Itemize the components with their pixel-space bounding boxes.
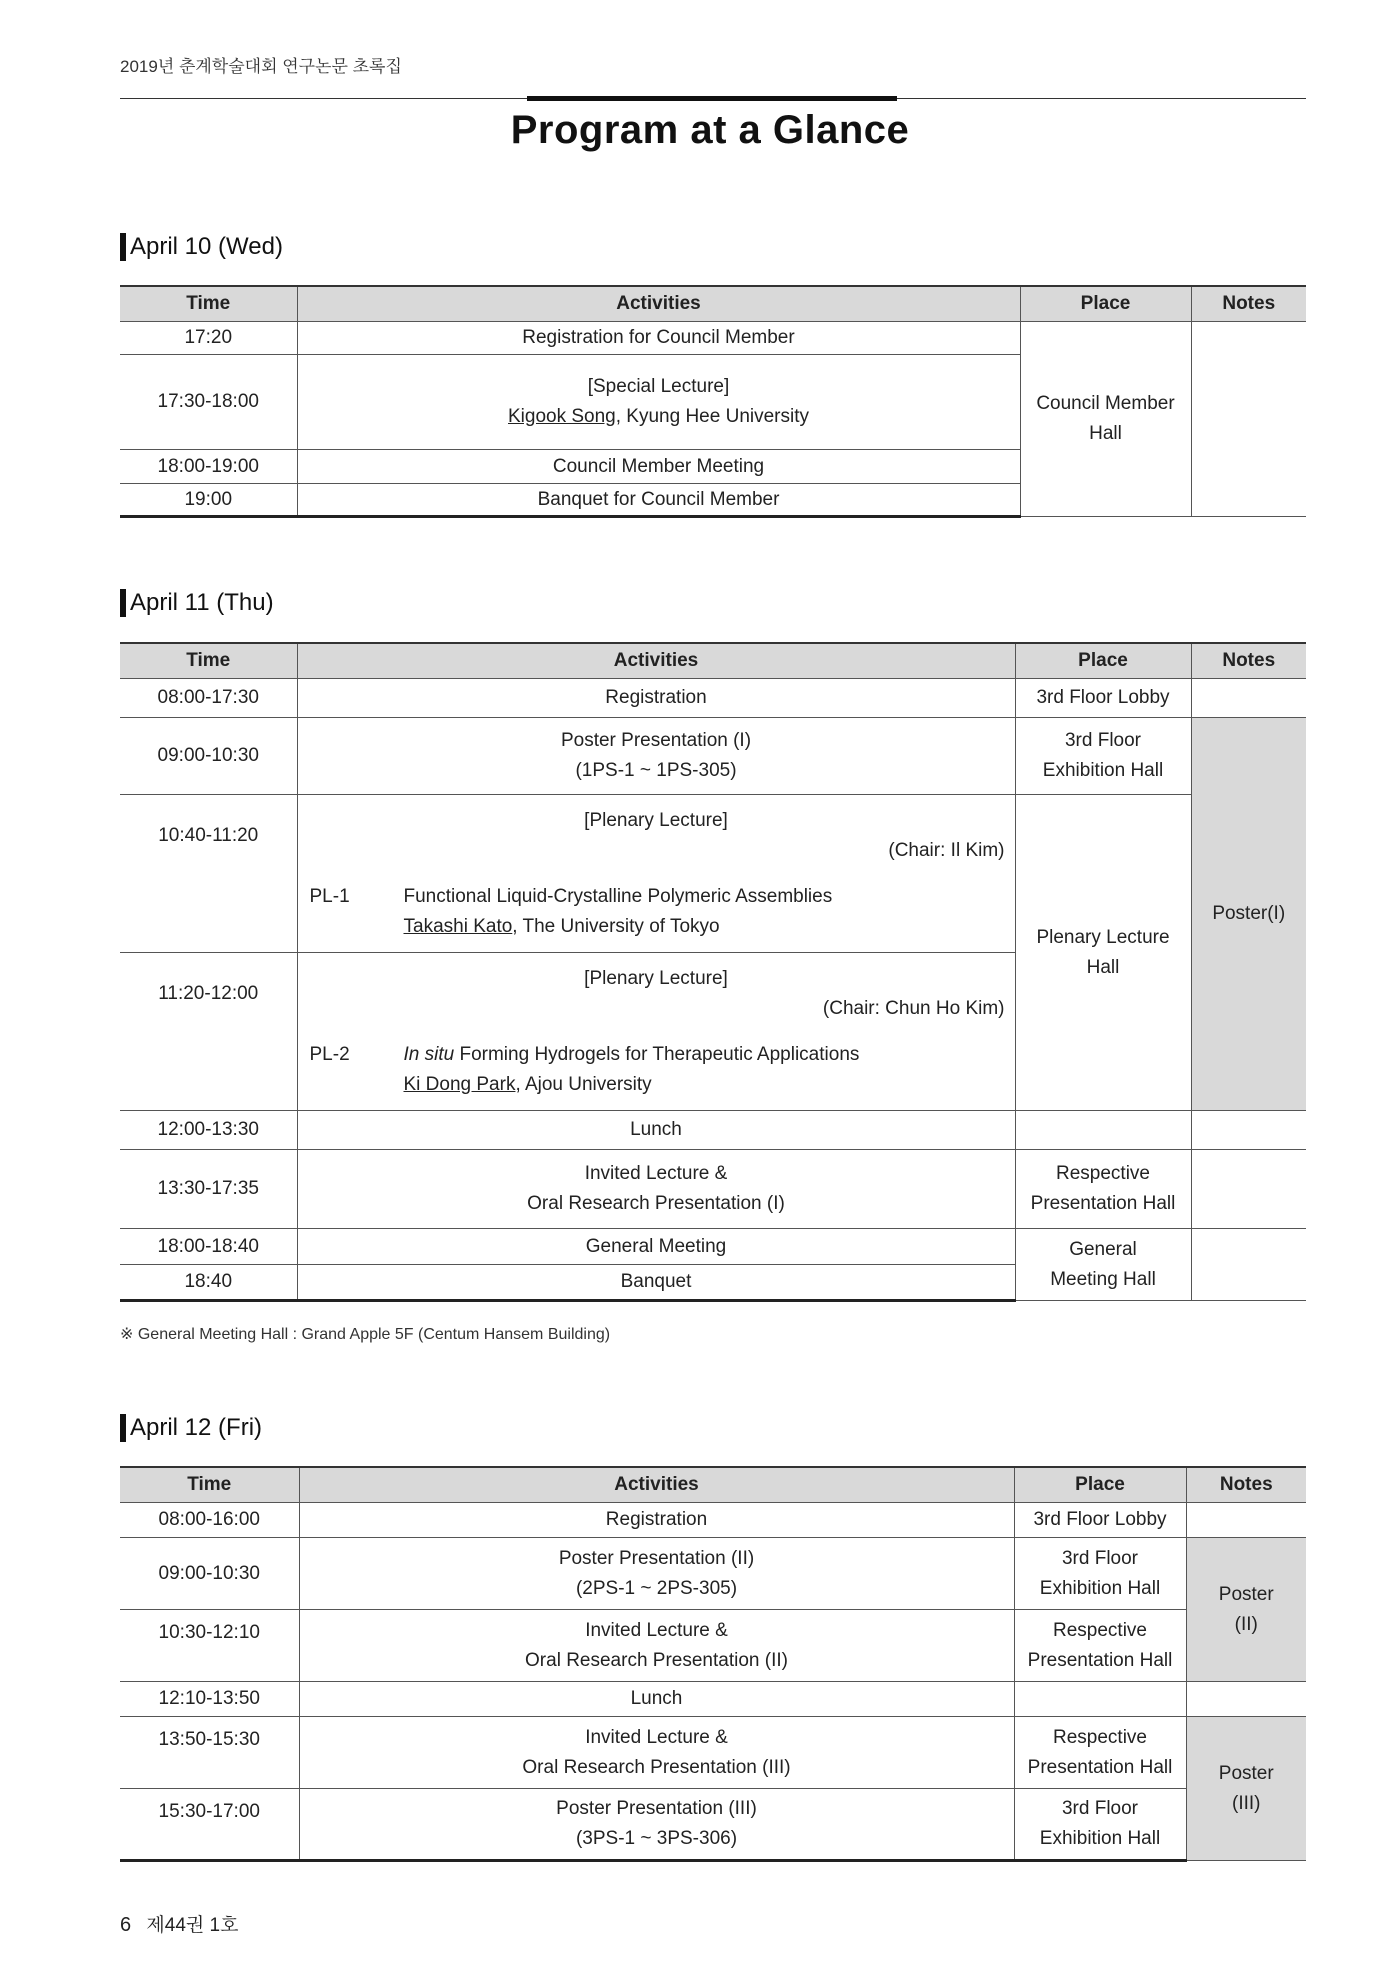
time-text: 11:20-12:00 — [158, 983, 259, 1004]
place-line: Respective — [1056, 1163, 1150, 1184]
lecture-entry — [304, 882, 1009, 942]
notes-cell-poster: Poster(I) — [1191, 718, 1306, 1111]
issue-label: 제44권 1호 — [146, 1915, 239, 1936]
time-cell: 12:10-13:50 — [120, 1682, 299, 1717]
notes-cell-poster — [1186, 1538, 1306, 1682]
place-line: Exhibition Hall — [1039, 1577, 1161, 1599]
col-header-place: Place — [1014, 1467, 1186, 1503]
time-cell — [120, 795, 297, 953]
col-header-notes: Notes — [1191, 643, 1306, 679]
place-cell: 3rd Floor Lobby — [1015, 679, 1191, 718]
time-cell: 17:30-18:00 — [120, 355, 297, 450]
col-header-time: Time — [120, 643, 297, 679]
place-line: Hall — [1086, 956, 1120, 978]
schedule-table-april-12 — [120, 1466, 1306, 1862]
lecture-title-rest: Forming Hydrogels for Therapeutic Applications — [454, 1043, 860, 1065]
col-header-activities: Activities — [297, 286, 1020, 322]
place-cell — [1015, 1229, 1191, 1301]
day-heading-april-11 — [120, 589, 274, 617]
activity-line: Invited Lecture & — [585, 1726, 728, 1748]
col-header-notes: Notes — [1191, 286, 1306, 322]
place-cell — [1015, 1111, 1191, 1150]
notes-cell — [1186, 1503, 1306, 1538]
lecture-title — [404, 1040, 860, 1070]
time-cell: 19:00 — [120, 484, 297, 517]
activity-cell — [299, 1538, 1014, 1610]
note-line: (II) — [1234, 1613, 1258, 1635]
col-header-activities: Activities — [297, 643, 1015, 679]
schedule-table-april-10 — [120, 285, 1306, 518]
activity-cell: Registration — [299, 1503, 1014, 1538]
col-header-time: Time — [120, 1467, 299, 1503]
day-heading-april-10 — [120, 233, 283, 261]
day-heading-label: April 10 (Wed) — [130, 233, 283, 260]
note-line: (III) — [1232, 1792, 1261, 1814]
time-cell: 13:30-17:35 — [120, 1150, 297, 1229]
heading-marker — [120, 1414, 126, 1442]
time-cell: 08:00-17:30 — [120, 679, 297, 718]
col-header-activities: Activities — [299, 1467, 1014, 1503]
activity-cell: Registration for Council Member — [297, 322, 1020, 355]
place-cell — [1015, 718, 1191, 795]
time-cell: 09:00-10:30 — [120, 718, 297, 795]
activity-line: (3PS-1 ~ 3PS-306) — [575, 1828, 738, 1849]
time-cell: 08:00-16:00 — [120, 1503, 299, 1538]
page-number: 6 — [120, 1914, 132, 1936]
place-cell — [1015, 795, 1191, 1111]
time-cell: 18:00-18:40 — [120, 1229, 297, 1265]
plenary-lecture-cell — [297, 953, 1015, 1111]
col-header-place: Place — [1020, 286, 1191, 322]
speaker-affiliation: , The University of Tokyo — [512, 915, 720, 937]
place-cell — [1015, 1150, 1191, 1229]
plenary-lecture-cell — [297, 795, 1015, 953]
day-heading-label: April 11 (Thu) — [130, 589, 274, 616]
time-cell: 18:40 — [120, 1265, 297, 1301]
place-cell — [1014, 1682, 1186, 1717]
chair-label: (Chair: Il Kim) — [888, 839, 1005, 861]
activity-line: Invited Lecture & — [584, 1163, 728, 1184]
place-line: Presentation Hall — [1030, 1193, 1176, 1214]
activity-cell — [297, 355, 1020, 450]
activity-line: Invited Lecture & — [585, 1619, 728, 1641]
notes-cell — [1191, 679, 1306, 718]
place-cell — [1014, 1538, 1186, 1610]
place-line: Exhibition Hall — [1042, 760, 1164, 781]
activity-cell — [297, 718, 1015, 795]
place-line: Plenary Lecture — [1036, 926, 1170, 948]
activity-line — [304, 402, 1014, 432]
day-heading-label: April 12 (Fri) — [130, 1414, 263, 1441]
activity-cell: General Meeting — [297, 1229, 1015, 1265]
activity-cell: Banquet for Council Member — [297, 484, 1020, 517]
place-line: Hall — [1089, 423, 1122, 444]
activity-line: (2PS-1 ~ 2PS-305) — [575, 1577, 738, 1599]
time-cell: 18:00-19:00 — [120, 450, 297, 484]
lecture-title-italic: In situ — [403, 1043, 455, 1065]
place-cell — [1014, 1717, 1186, 1789]
activity-line: [Special Lecture] — [587, 376, 730, 397]
activity-cell: Registration — [297, 679, 1015, 718]
activity-line: Poster Presentation (II) — [558, 1547, 755, 1569]
lecture-title: Functional Liquid-Crystalline Polymeric Assemblies — [403, 885, 833, 907]
day-heading-april-12 — [120, 1414, 262, 1442]
time-cell: 13:50-15:30 — [120, 1717, 299, 1789]
col-header-time: Time — [120, 286, 297, 322]
activity-line: (1PS-1 ~ 1PS-305) — [575, 760, 737, 781]
lecture-code: PL-2 — [309, 1043, 350, 1065]
time-cell — [120, 953, 297, 1111]
lecture-body — [404, 1040, 860, 1100]
place-line: Meeting Hall — [1050, 1268, 1156, 1290]
footnote: ※ General Meeting Hall : Grand Apple 5F (Centum Hansem Building) — [120, 1326, 611, 1343]
notes-cell — [1191, 1111, 1306, 1150]
note-line: Poster — [1218, 1762, 1274, 1784]
activity-cell — [299, 1610, 1014, 1682]
lecture-code: PL-1 — [309, 885, 350, 907]
time-cell: 12:00-13:30 — [120, 1111, 297, 1150]
place-line: General — [1069, 1238, 1137, 1260]
lecture-speaker-line — [404, 1070, 860, 1100]
lecture-body — [404, 882, 833, 942]
lecture-type: [Plenary Lecture] — [584, 809, 728, 831]
activity-line: Poster Presentation (I) — [560, 730, 752, 751]
activity-cell — [297, 1150, 1015, 1229]
place-cell: 3rd Floor Lobby — [1014, 1503, 1186, 1538]
notes-cell — [1191, 1229, 1306, 1301]
lecture-type: [Plenary Lecture] — [584, 967, 728, 989]
col-header-place: Place — [1015, 643, 1191, 679]
speaker-affiliation: , Ajou University — [515, 1073, 652, 1095]
place-line: Exhibition Hall — [1039, 1828, 1161, 1849]
schedule-table-april-11 — [120, 642, 1306, 1302]
place-line: 3rd Floor — [1061, 1547, 1139, 1569]
header-accent-bar — [527, 96, 897, 101]
page-footer — [120, 1910, 238, 1937]
page-title: Program at a Glance — [510, 108, 910, 152]
speaker-name: Kigook Song — [508, 406, 616, 427]
place-line: Respective — [1053, 1619, 1147, 1641]
notes-cell — [1186, 1682, 1306, 1717]
time-cell: 17:20 — [120, 322, 297, 355]
running-header: 2019년 춘계학술대회 연구논문 초록집 — [120, 57, 402, 76]
activity-line: Oral Research Presentation (III) — [522, 1756, 791, 1778]
place-cell — [1014, 1610, 1186, 1682]
activity-line: Poster Presentation (III) — [556, 1798, 757, 1819]
place-line: Presentation Hall — [1027, 1649, 1173, 1671]
col-header-notes: Notes — [1186, 1467, 1306, 1503]
place-line: Respective — [1053, 1726, 1147, 1748]
time-cell: 15:30-17:00 — [120, 1789, 299, 1861]
activity-line: Oral Research Presentation (I) — [527, 1193, 785, 1214]
place-line: 3rd Floor — [1061, 1798, 1139, 1819]
note-line: Poster — [1218, 1583, 1274, 1605]
activity-cell — [299, 1789, 1014, 1861]
time-cell: 10:30-12:10 — [120, 1610, 299, 1682]
place-line: Council Member — [1036, 393, 1175, 414]
activity-cell: Lunch — [297, 1111, 1015, 1150]
lecture-entry — [304, 1040, 1009, 1100]
chair-label: (Chair: Chun Ho Kim) — [822, 997, 1005, 1019]
notes-cell-poster — [1186, 1717, 1306, 1861]
speaker-affiliation: , Kyung Hee University — [615, 406, 809, 427]
activity-cell: Council Member Meeting — [297, 450, 1020, 484]
heading-marker — [120, 233, 126, 261]
activity-cell: Banquet — [297, 1265, 1015, 1301]
activity-cell: Lunch — [299, 1682, 1014, 1717]
time-text: 10:40-11:20 — [158, 825, 259, 846]
notes-cell — [1191, 1150, 1306, 1229]
lecture-speaker-line — [404, 912, 833, 942]
place-cell — [1014, 1789, 1186, 1861]
place-line: 3rd Floor — [1064, 730, 1142, 751]
heading-marker — [120, 589, 126, 617]
speaker-name: Ki Dong Park — [403, 1073, 516, 1095]
speaker-name: Takashi Kato — [403, 915, 513, 937]
notes-cell — [1191, 322, 1306, 517]
time-cell: 09:00-10:30 — [120, 1538, 299, 1610]
place-cell — [1020, 322, 1191, 517]
place-line: Presentation Hall — [1027, 1756, 1173, 1778]
activity-line: Oral Research Presentation (II) — [525, 1649, 788, 1671]
activity-cell — [299, 1717, 1014, 1789]
